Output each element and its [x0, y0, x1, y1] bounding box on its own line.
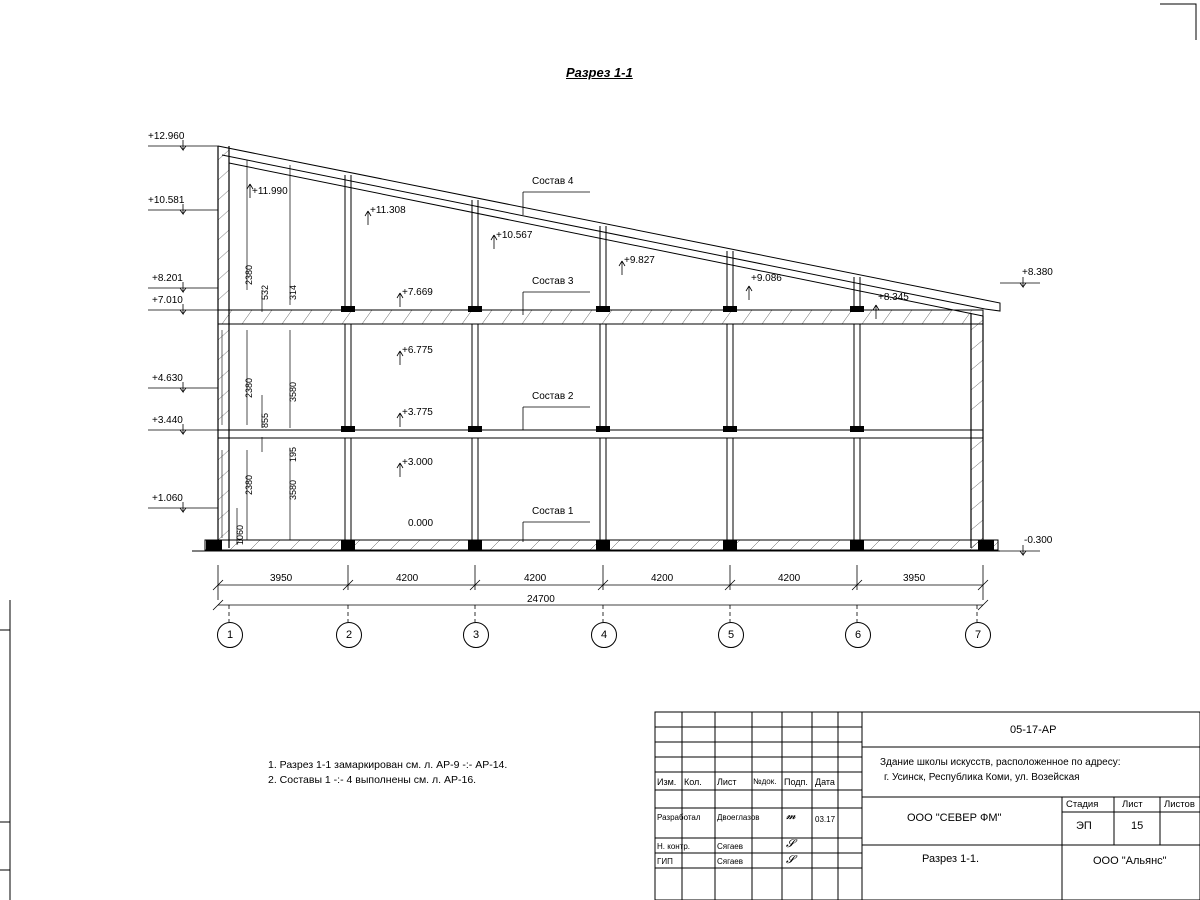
signature-glyph: 𝓢 [786, 854, 795, 866]
vertical-dim: 195 [288, 446, 298, 462]
row-role: ГИП [657, 857, 673, 866]
col-header-data: Дата [815, 777, 835, 787]
list-header: Лист [1122, 799, 1143, 810]
row-role: Н. контр. [657, 842, 691, 851]
inner-elevation-label: +3.000 [402, 457, 433, 468]
row-role: Разработал [657, 813, 701, 822]
composition-label: Состав 1 [532, 506, 574, 517]
elevation-label: -0.300 [1024, 535, 1053, 546]
vertical-dim: 3580 [288, 479, 298, 500]
roof-elevation-label: +9.086 [751, 273, 782, 284]
roof-elevation-label: +9.827 [624, 255, 655, 266]
axis-bubble: 6 [845, 622, 871, 648]
axis-dim: 3950 [903, 573, 926, 584]
designer-name: ООО "Альянс" [1093, 855, 1167, 867]
col-header-kol: Кол. [684, 777, 702, 787]
document-code: 05-17-АР [1010, 724, 1057, 736]
axis-bubble: 3 [463, 622, 489, 648]
stage-value: ЭП [1076, 820, 1092, 832]
elevation-label: +10.581 [148, 195, 185, 206]
inner-elevation-label: +7.669 [402, 287, 433, 298]
col-header-podp: Подп. [784, 777, 808, 787]
axis-dim: 3950 [270, 573, 293, 584]
total-dim: 24700 [527, 594, 555, 605]
row-name: Двоеглазов [717, 813, 760, 822]
signature-glyph: 𝓶 [786, 810, 796, 822]
vertical-dim: 1060 [235, 524, 245, 545]
axis-bubble: 2 [336, 622, 362, 648]
elevation-label: +4.630 [152, 373, 183, 384]
vertical-dim: 855 [260, 412, 270, 428]
vertical-dim: 2380 [244, 264, 254, 285]
vertical-dim: 3580 [288, 381, 298, 402]
object-line-1: Здание школы искусств, расположенное по адресу: [880, 757, 1121, 768]
axis-dim: 4200 [396, 573, 419, 584]
elevation-label: +12.960 [148, 131, 185, 142]
vertical-dim: 532 [260, 284, 270, 300]
roof-elevation-label: +10.567 [496, 230, 533, 241]
axis-dim: 4200 [778, 573, 801, 584]
composition-label: Состав 4 [532, 176, 574, 187]
axis-bubble: 1 [217, 622, 243, 648]
elevation-label: +8.380 [1022, 267, 1053, 278]
row-date: 03.17 [815, 815, 836, 824]
col-header-izm: Изм. [657, 777, 677, 787]
axis-dim: 4200 [524, 573, 547, 584]
composition-label: Состав 2 [532, 391, 574, 402]
page-title: Разрез 1-1 [566, 65, 633, 80]
roof-elevation-label: +11.990 [252, 186, 288, 197]
axis-dim: 4200 [651, 573, 674, 584]
axis-bubble: 5 [718, 622, 744, 648]
stage-header: Стадия [1066, 799, 1099, 810]
col-header-ndok: №док. [753, 777, 777, 786]
row-name: Сягаев [717, 842, 743, 851]
note-line: 2. Составы 1 -:- 4 выполнены см. л. АР-16. [268, 774, 477, 786]
roof-elevation-label: +8.345 [878, 292, 909, 303]
axis-bubble: 4 [591, 622, 617, 648]
composition-label: Состав 3 [532, 276, 574, 287]
elevation-label: +7.010 [152, 295, 183, 306]
inner-elevation-label: +6.775 [402, 345, 433, 356]
company-name: ООО "СЕВЕР ФМ" [907, 812, 1002, 824]
elevation-label: +8.201 [152, 273, 183, 284]
inner-elevation-label: 0.000 [408, 518, 434, 529]
roof-elevation-label: +11.308 [370, 205, 406, 216]
col-header-list: Лист [717, 777, 737, 787]
note-line: 1. Разрез 1-1 замаркирован см. л. АР-9 -:- АР-14. [268, 759, 508, 771]
signature-glyph: 𝓢 [786, 838, 795, 850]
elevation-label: +1.060 [152, 493, 183, 504]
vertical-dim: 2380 [244, 474, 254, 495]
vertical-dim: 2380 [244, 377, 254, 398]
object-line-2: г. Усинск, Республика Коми, ул. Возейская [884, 772, 1080, 783]
elevation-label: +3.440 [152, 415, 183, 426]
vertical-dim: 314 [288, 284, 298, 300]
axis-bubble: 7 [965, 622, 991, 648]
list-value: 15 [1131, 820, 1144, 832]
inner-elevation-label: +3.775 [402, 407, 433, 418]
lists-header: Листов [1164, 799, 1195, 810]
row-name: Сягаев [717, 857, 743, 866]
sheet-title: Разрез 1-1. [922, 853, 980, 865]
